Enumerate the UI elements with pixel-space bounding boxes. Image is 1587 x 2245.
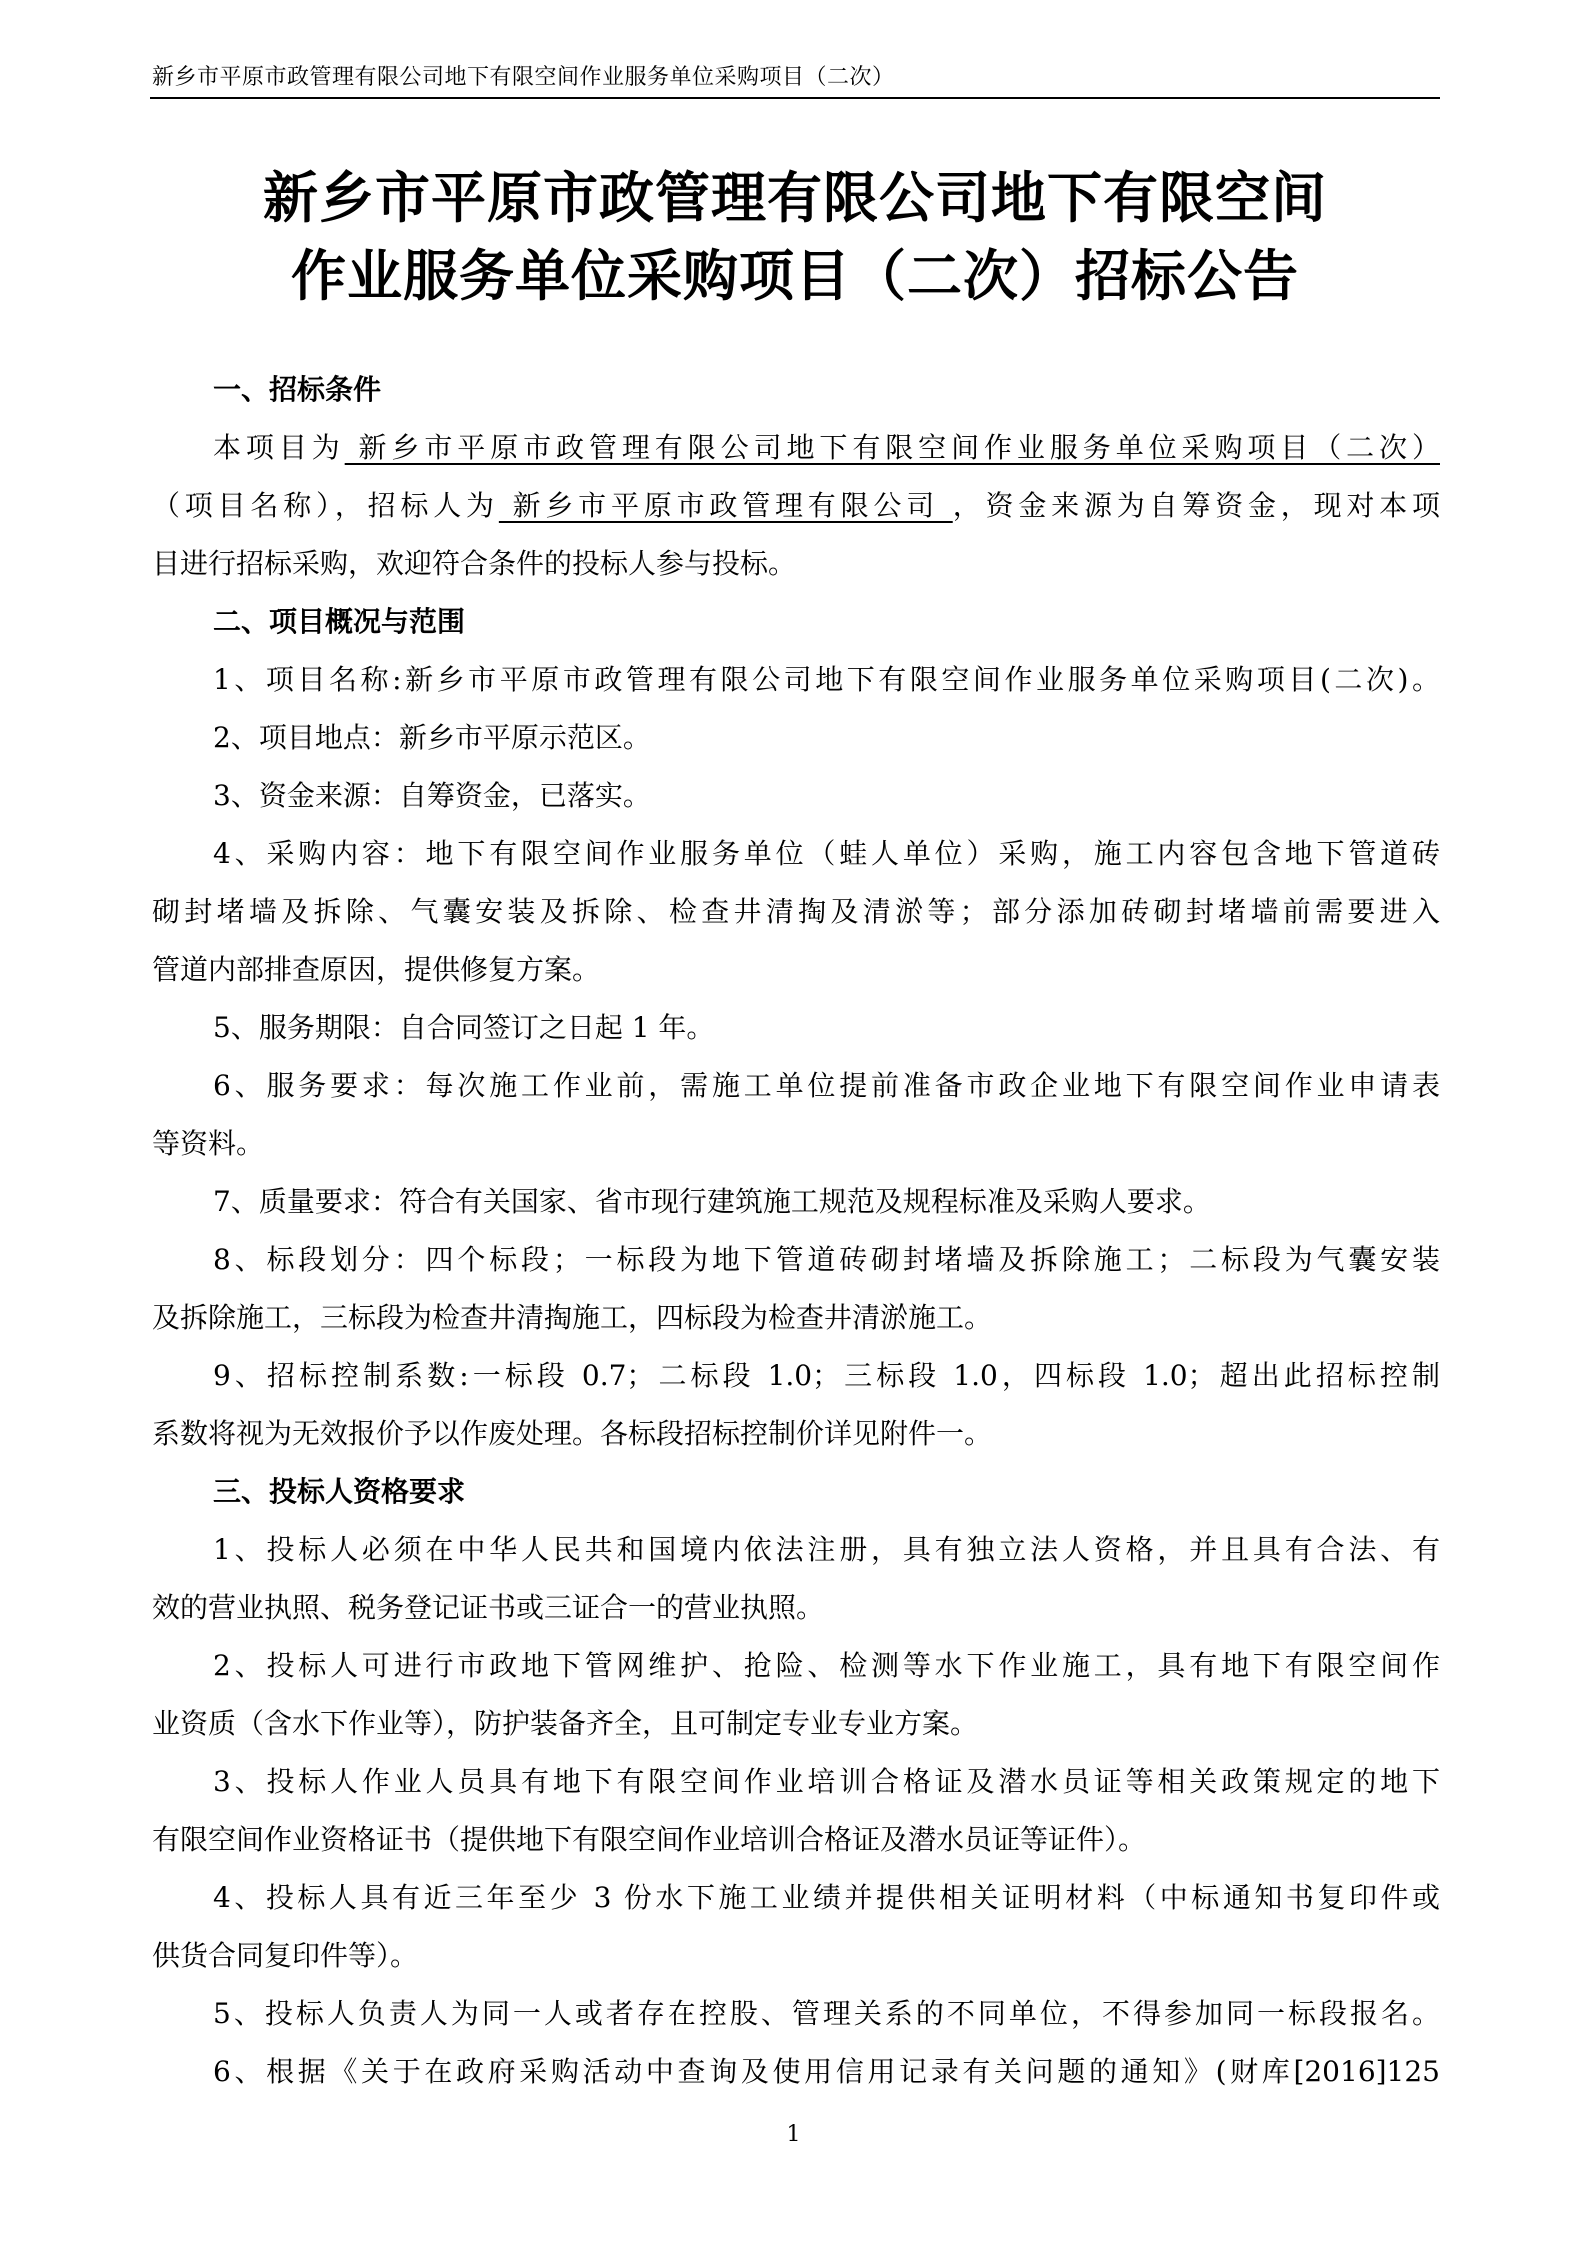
section3-item-1-line-2: 效的营业执照、税务登记证书或三证合一的营业执照。	[152, 1591, 825, 1624]
section2-item-7: 7、质量要求：符合有关国家、省市现行建筑施工规范及规程标准及采购人要求。	[213, 1185, 1211, 1218]
section2-item-6-line-1: 6、服务要求：每次施工作业前，需施工单位提前准备市政企业地下有限空间作业申请表	[213, 1069, 1440, 1102]
section1-paragraph-line-3: 目进行招标采购，欢迎符合条件的投标人参与投标。	[152, 547, 797, 580]
section2-item-8-line-1: 8、标段划分：四个标段；一标段为地下管道砖砌封堵墙及拆除施工；二标段为气囊安装	[213, 1243, 1440, 1276]
section2-item-6-line-2: 等资料。	[152, 1127, 265, 1160]
section2-item-4-line-2: 砌封堵墙及拆除、气囊安装及拆除、检查井清掏及清淤等；部分添加砖砌封堵墙前需要进入	[152, 895, 1440, 928]
section3-item-4-line-1: 4、投标人具有近三年至少 3 份水下施工业绩并提供相关证明材料（中标通知书复印件或	[213, 1881, 1440, 1914]
section3-item-2-line-2: 业资质（含水下作业等），防护装备齐全，且可制定专业专业方案。	[152, 1707, 979, 1740]
section2-item-3: 3、资金来源：自筹资金，已落实。	[213, 779, 651, 812]
section2-item-4-line-1: 4、采购内容：地下有限空间作业服务单位（蛙人单位）采购，施工内容包含地下管道砖	[213, 837, 1440, 870]
section3-heading: 三、投标人资格要求	[213, 1475, 466, 1508]
section3-item-4-line-2: 供货合同复印件等）。	[152, 1939, 419, 1972]
section2-item-5: 5、服务期限：自合同签订之日起 1 年。	[213, 1011, 715, 1044]
section2-item-2: 2、项目地点：新乡市平原示范区。	[213, 721, 651, 754]
section2-item-1: 1、项目名称:新乡市平原市政管理有限公司地下有限空间作业服务单位采购项目(二次)。	[213, 663, 1440, 696]
section3-item-2-line-1: 2、投标人可进行市政地下管网维护、抢险、检测等水下作业施工，具有地下有限空间作	[213, 1649, 1440, 1682]
section3-item-3-line-1: 3、投标人作业人员具有地下有限空间作业培训合格证及潜水员证等相关政策规定的地下	[213, 1765, 1440, 1798]
section2-item-9-line-1: 9、招标控制系数:一标段 0.7；二标段 1.0；三标段 1.0，四标段 1.0；超出此招标控制	[213, 1359, 1440, 1392]
tenderer-name-underlined: 新乡市平原市政管理有限公司	[498, 489, 953, 522]
section3-item-3-line-2: 有限空间作业资格证书（提供地下有限空间作业培训合格证及潜水员证等证件）。	[152, 1823, 1147, 1856]
header-rule	[150, 97, 1440, 99]
section1-text-c: ，资金来源为自筹资金，现对本项	[952, 489, 1440, 522]
section2-item-9-line-2: 系数将视为无效报价予以作废处理。各标段招标控制价详见附件一。	[152, 1417, 993, 1450]
page-number: 1	[786, 2122, 801, 2147]
section3-item-1-line-1: 1、投标人必须在中华人民共和国境内依法注册，具有独立法人资格，并且具有合法、有	[213, 1533, 1440, 1566]
section3-item-6-line-1: 6、根据《关于在政府采购活动中查询及使用信用记录有关问题的通知》(财库[2016]125	[213, 2055, 1440, 2088]
section3-item-5: 5、投标人负责人为同一人或者存在控股、管理关系的不同单位，不得参加同一标段报名。	[213, 1997, 1440, 2030]
document-title-line-1: 新乡市平原市政管理有限公司地下有限空间	[262, 166, 1327, 230]
section1-text-b: （项目名称），招标人为	[152, 489, 499, 522]
section2-heading: 二、项目概况与范围	[213, 605, 466, 638]
section1-paragraph-line-2	[152, 486, 1440, 526]
section2-item-8-line-2: 及拆除施工，三标段为检查井清掏施工，四标段为检查井清淤施工。	[152, 1301, 993, 1334]
running-header: 新乡市平原市政管理有限公司地下有限空间作业服务单位采购项目（二次）	[152, 65, 895, 90]
document-title-line-2: 作业服务单位采购项目（二次）招标公告	[290, 244, 1299, 308]
section1-heading: 一、招标条件	[213, 373, 382, 406]
section1-paragraph-line-1	[213, 428, 1440, 468]
section2-item-4-line-3: 管道内部排查原因，提供修复方案。	[152, 953, 601, 986]
project-name-underlined: 新乡市平原市政管理有限公司地下有限空间作业服务单位采购项目（二次）	[344, 431, 1440, 464]
section1-text-a: 本项目为	[213, 431, 345, 464]
